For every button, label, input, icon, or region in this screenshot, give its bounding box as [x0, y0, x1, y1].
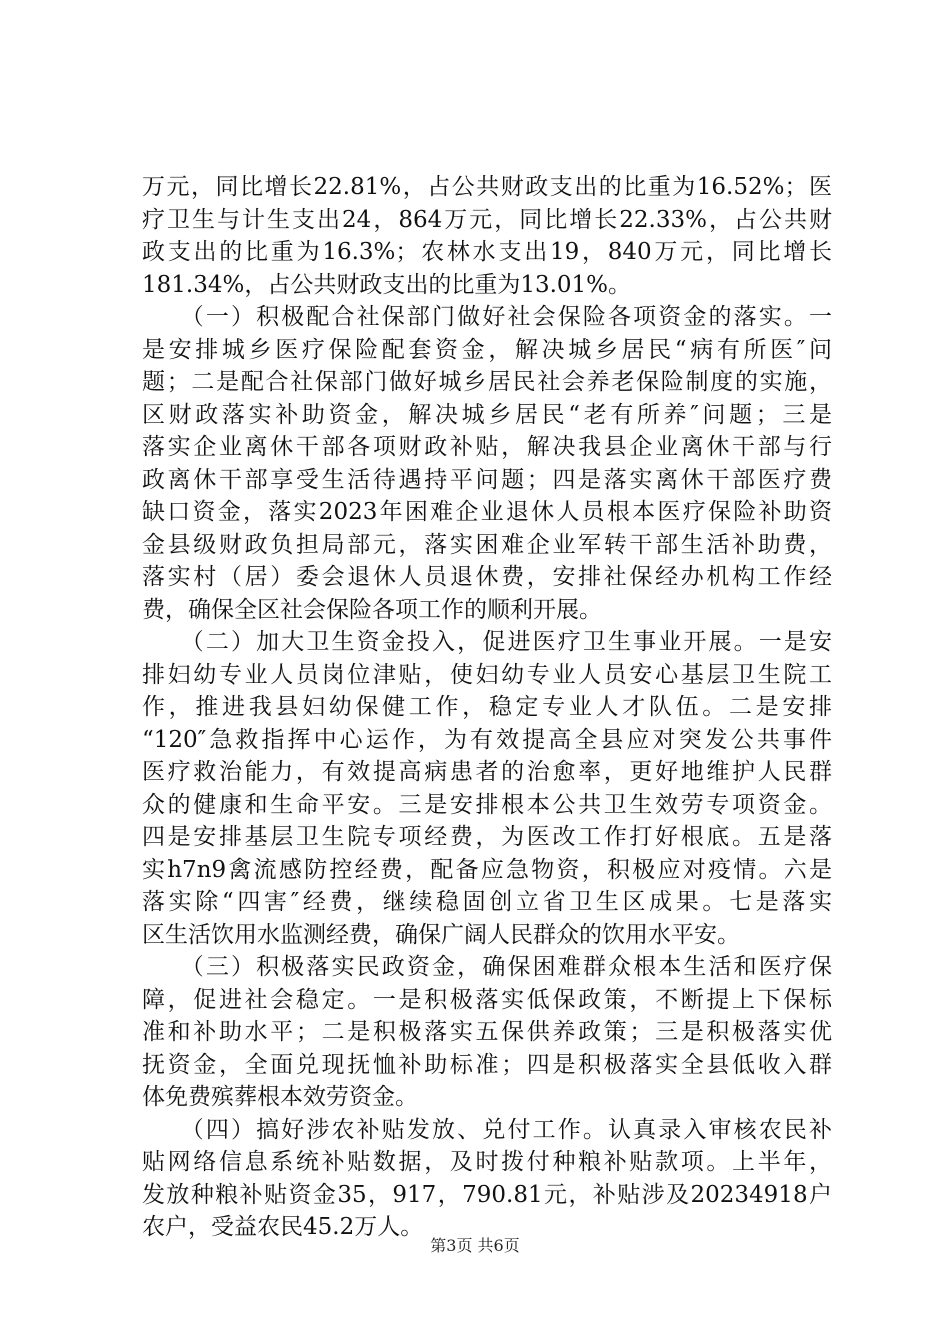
text-line: 政离休干部享受生活待遇持平问题；四是落实离休干部医疗费 [142, 466, 832, 493]
text-line: 抚资金，全面兑现抚恤补助标准；四是积极落实全县低收入群 [142, 1051, 832, 1078]
page-footer: 第3页 共6页 [430, 1236, 520, 1255]
text-line: 落实村（居）委会退休人员退休费，安排社保经办机构工作经 [142, 564, 832, 590]
text-line: （一）积极配合社保部门做好社会保险各项资金的落实。一 [142, 304, 832, 330]
text-line: 落实除“四害″经费，继续稳固创立省卫生区成果。七是落实 [142, 889, 832, 915]
text-line: 作，推进我县妇幼保健工作，稳定专业人才队伍。二是安排 [142, 694, 832, 720]
text-line: 落实企业离休干部各项财政补贴，解决我县企业离休干部与行 [142, 434, 832, 460]
text-line: 政支出的比重为16.3%；农林水支出19，840万元，同比增长 [142, 239, 832, 265]
text-line: 发放种粮补贴资金35，917，790.81元，补贴涉及20234918户 [142, 1181, 832, 1208]
text-line: 实h7n9禽流感防控经费，配备应急物资，积极应对疫情。六是 [142, 856, 832, 883]
text-line: 众的健康和生命平安。三是安排根本公共卫生效劳专项资金。 [142, 791, 832, 818]
text-line: 区生活饮用水监测经费，确保广阔人民群众的饮用水平安。 [142, 921, 740, 948]
text-line: （四）搞好涉农补贴发放、兑付工作。认真录入审核农民补 [142, 1116, 832, 1143]
text-line: 准和补助水平；二是积极落实五保供养政策；三是积极落实优 [142, 1019, 832, 1045]
text-line: 费，确保全区社会保险各项工作的顺利开展。 [142, 596, 602, 623]
text-line: 四是安排基层卫生院专项经费，为医改工作打好根底。五是落 [142, 824, 832, 850]
text-line: 疗卫生与计生支出24，864万元，同比增长22.33%，占公共财 [142, 206, 832, 233]
text-line: 体免费殡葬根本效劳资金。 [142, 1084, 418, 1110]
text-line: 是安排城乡医疗保险配套资金，解决城乡居民“病有所医″问 [142, 336, 832, 363]
text-line: “120″急救指挥中心运作，为有效提高全县应对突发公共事件 [142, 726, 832, 753]
text-line: 181.34%，占公共财政支出的比重为13.01%。 [142, 271, 632, 298]
text-line: （三）积极落实民政资金，确保困难群众根本生活和医疗保 [142, 954, 832, 980]
text-line: 贴网络信息系统补贴数据，及时拨付种粮补贴款项。上半年， [142, 1149, 832, 1175]
text-line: 排妇幼专业人员岗位津贴，使妇幼专业人员安心基层卫生院工 [142, 661, 832, 688]
document-body [142, 171, 832, 1244]
text-line: 题；二是配合社保部门做好城乡居民社会养老保险制度的实施， [142, 369, 832, 395]
text-line: 金县级财政负担局部元，落实困难企业军转干部生活补助费， [142, 531, 832, 558]
text-line: 医疗救治能力，有效提高病患者的治愈率，更好地维护人民群 [142, 759, 832, 785]
text-line: 农户，受益农民45.2万人。 [142, 1214, 424, 1240]
text-line: （二）加大卫生资金投入，促进医疗卫生事业开展。一是安 [142, 629, 832, 655]
text-line: 缺口资金，落实2023年困难企业退休人员根本医疗保险补助资 [142, 499, 832, 525]
text-line: 区财政落实补助资金，解决城乡居民“老有所养″问题；三是 [142, 401, 832, 428]
text-line: 障，促进社会稳定。一是积极落实低保政策，不断提上下保标 [142, 986, 832, 1013]
text-line: 万元，同比增长22.81%，占公共财政支出的比重为16.52%；医 [142, 174, 832, 200]
